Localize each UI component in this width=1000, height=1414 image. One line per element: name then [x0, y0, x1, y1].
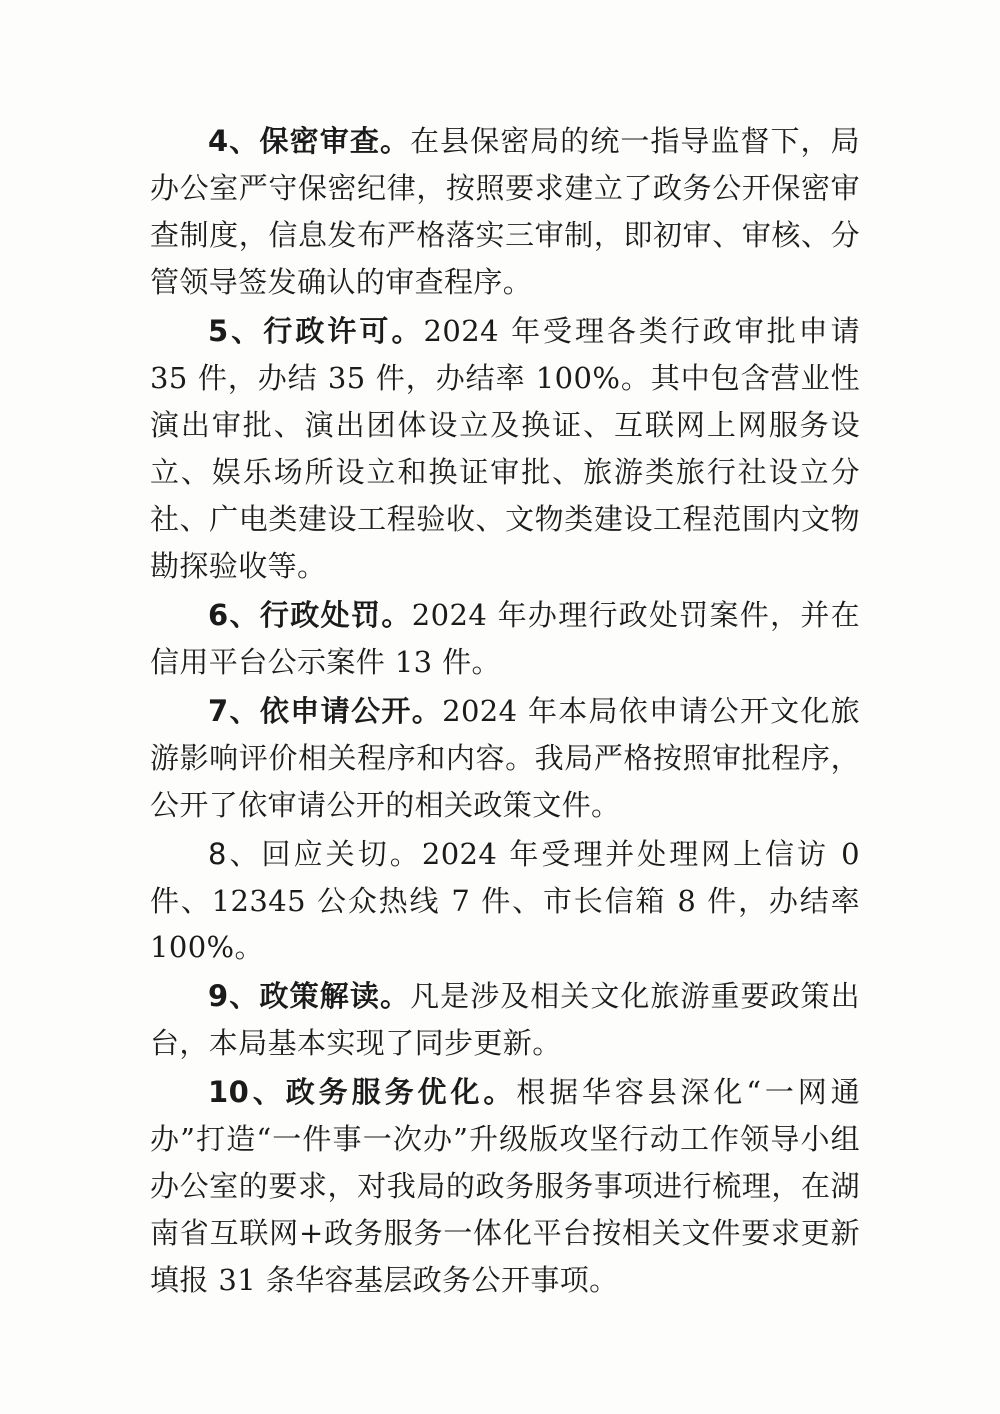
paragraph-6-text: 2024 年办理行政处罚案件，并在信用平台公示案件 13 件。	[150, 597, 860, 679]
paragraph-6	[150, 592, 860, 686]
paragraph-8	[150, 831, 860, 972]
paragraph-9-text: 凡是涉及相关文化旅游重要政策出台，本局基本实现了同步更新。	[150, 979, 860, 1061]
paragraph-10-lead: 10、政务服务优化。	[208, 1075, 517, 1110]
document-body	[150, 118, 860, 1304]
paragraph-5-lead: 5、行政许可。	[208, 313, 424, 348]
paragraph-5	[150, 308, 860, 590]
paragraph-7-lead: 7、依申请公开。	[208, 693, 443, 728]
paragraph-8-lead: 8、回应关切。	[208, 836, 422, 871]
paragraph-9-lead: 9、政策解读。	[208, 979, 411, 1014]
paragraph-4-lead: 4、保密审查。	[208, 124, 411, 158]
paragraph-10	[150, 1069, 860, 1304]
paragraph-7-text: 2024 年本局依申请公开文化旅游影响评价相关程序和内容。我局严格按照审批程序，公开了依审请公开的相关政策文件。	[150, 693, 861, 822]
paragraph-6-lead: 6、行政处罚。	[208, 597, 412, 632]
paragraph-4	[150, 118, 860, 306]
paragraph-4-text: 在县保密局的统一指导监督下，局办公室严守保密纪律，按照要求建立了政务公开保密审查制度，信息发布严格落实三审制，即初审、审核、分管领导签发确认的审查程序。	[150, 124, 860, 299]
paragraph-5-text: 2024 年受理各类行政审批申请 35 件，办结 35 件，办结率 100%。其中包含营业性演出审批、演出团体设立及换证、互联网上网服务设立、娱乐场所设立和换证审批、旅游类旅行社设立分社、广电类建设工程验收、文物类建设工程范围内文物勘探验收等。	[150, 313, 860, 583]
paragraph-9	[150, 973, 860, 1067]
paragraph-7	[150, 688, 860, 829]
paragraph-10-text: 根据华容县深化“一网通办”打造“一件事一次办”升级版攻坚行动工作领导小组办公室的要求，对我局的政务服务事项进行梳理，在湖南省互联网+政务服务一体化平台按相关文件要求更新填报 31 条华容基层政务公开事项。	[150, 1075, 860, 1298]
paragraph-8-text: 2024 年受理并处理网上信访 0 件、12345 公众热线 7 件、市长信箱 8 件，办结率 100%。	[150, 836, 860, 965]
